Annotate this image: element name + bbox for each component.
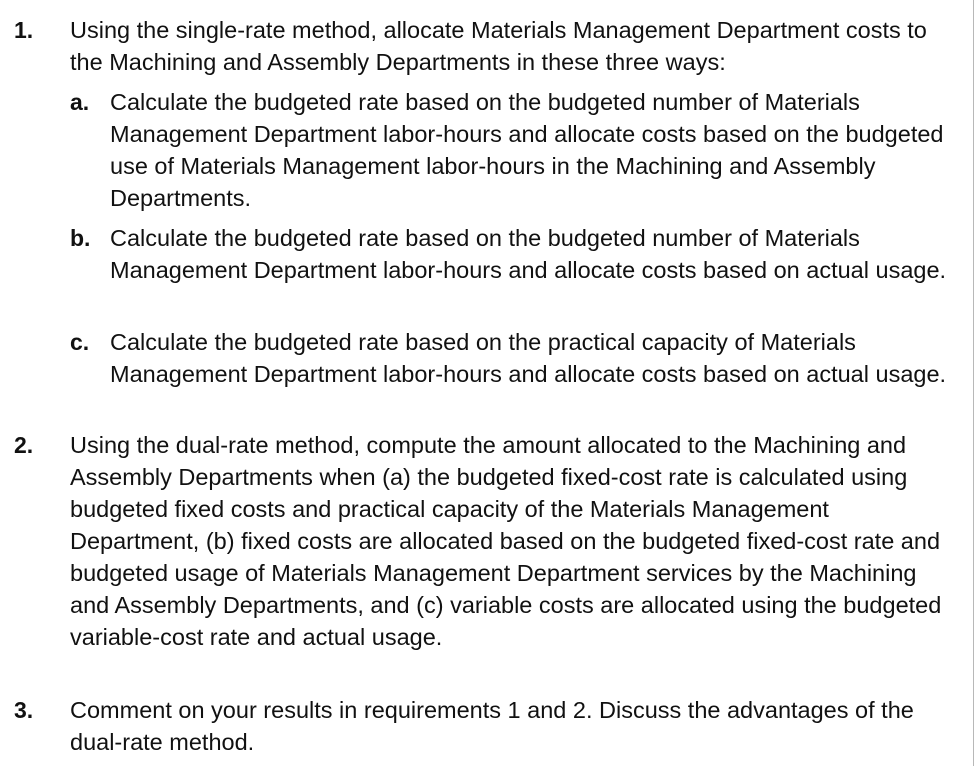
requirement-number: 1. [14, 17, 34, 43]
right-border-line [973, 0, 974, 766]
subitem-letter: c. [70, 329, 90, 355]
requirement-text: Comment on your results in requirements 1 and 2. Discuss the advantages of the dual-rate method. [70, 697, 914, 755]
requirement-text: Using the dual-rate method, compute the amount allocated to the Machining and Assembly Departments when (a) the budgeted fixed-cost rate is calculated using budgeted fixed costs and practical capacity of the Materials Management Department, (b) fixed costs are allocated based on the budgeted fixed-cost rate and budgeted usage of Materials Management Department services by the Machining and Assembly Departments, and (c) variable costs are allocated using the budgeted variable-cost rate and actual usage. [70, 432, 942, 650]
requirement-number: 2. [14, 432, 34, 458]
requirement-text: Using the single-rate method, allocate Materials Management Department costs to the Machining and Assembly Departments in these three ways: [70, 17, 927, 75]
subitem-text: Calculate the budgeted rate based on the practical capacity of Materials Management Department labor-hours and allocate costs based on actual usage. [110, 329, 947, 387]
subitem-text: Calculate the budgeted rate based on the budgeted number of Materials Management Department labor-hours and allocate costs based on the budgeted use of Materials Management labor-hours in the Machining and Assembly Departments. [110, 89, 944, 211]
subitem-letter: b. [70, 225, 91, 251]
subitem-text: Calculate the budgeted rate based on the budgeted number of Materials Management Department labor-hours and allocate costs based on actual usage. [110, 225, 947, 283]
subitem-letter: a. [70, 89, 90, 115]
requirement-number: 3. [14, 697, 34, 723]
